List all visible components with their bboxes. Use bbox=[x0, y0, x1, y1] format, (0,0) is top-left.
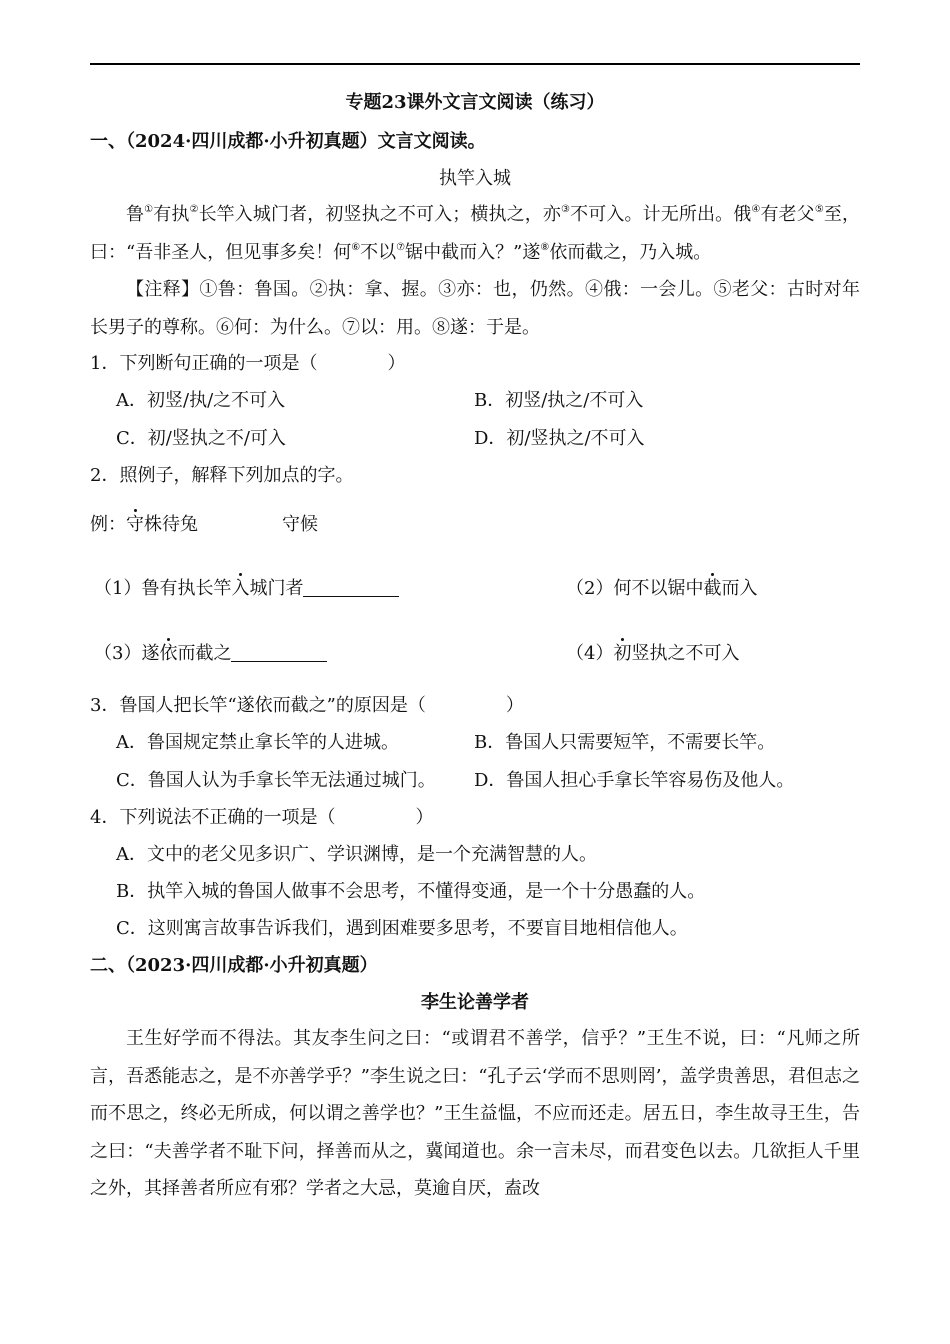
q1-option-d[interactable]: D．初/竖执之/不可入 bbox=[474, 428, 645, 449]
q1-option-b[interactable]: B．初竖/执之/不可入 bbox=[474, 390, 644, 411]
q2-example: 例：守株待兔 bbox=[90, 514, 198, 535]
q2-item-2: （2）何不以锯中截而入 bbox=[566, 578, 758, 599]
q1-option-c[interactable]: C．初/竖执之不/可入 bbox=[116, 428, 286, 449]
passage2-title: 李生论善学者 bbox=[421, 992, 529, 1013]
passage1-text: 鲁①有执②长竿入城门者，初竖执之不可入；横执之，亦③不可入。计无所出。俄④有老父⑤至，曰：“吾非圣人，但见事多矣！何⑥不以⑦锯中截而入？”遂⑧依而截之，乃入城。 bbox=[90, 204, 861, 263]
q2-example-answer: 守候 bbox=[282, 514, 318, 535]
q3-option-c[interactable]: C．鲁国人认为手拿长竿无法通过城门。 bbox=[116, 770, 436, 791]
header-rule bbox=[90, 63, 860, 65]
section1-heading: 一、（2024·四川成都·小升初真题）文言文阅读。 bbox=[90, 131, 486, 152]
passage1-title: 执竿入城 bbox=[439, 168, 511, 189]
q3-stem: 3．鲁国人把长竿“遂依而截之”的原因是（ ） bbox=[90, 695, 524, 716]
q4-option-a[interactable]: A．文中的老父见多识广、学识渊博，是一个充满智慧的人。 bbox=[116, 844, 597, 865]
q3-option-d[interactable]: D．鲁国人担心手拿长竿容易伤及他人。 bbox=[474, 770, 795, 791]
answer-blank-3[interactable] bbox=[231, 643, 327, 662]
page-title: 专题23课外文言文阅读（练习） bbox=[345, 92, 605, 113]
q4-stem: 4．下列说法不正确的一项是（ ） bbox=[90, 807, 434, 828]
q2-item-3: （3）遂依而截之 bbox=[94, 642, 327, 666]
q2-item-1: （1）鲁有执长竿入城门者 bbox=[94, 577, 399, 601]
q3-option-b[interactable]: B．鲁国人只需要短竿，不需要长竿。 bbox=[474, 732, 776, 753]
passage2-text: 王生好学而不得法。其友李生问之曰：“或谓君不善学，信乎？”王生不说，曰：“凡师之所言，吾悉能志之，是不亦善学乎？”李生说之曰：“孔子云‘学而不思则罔’，盖学贵善思，君但志之而不思之，终必无所成，何以谓之善学也？”王生益愠，不应而还走。居五日，李生故寻王生，告之曰：“夫善学者不耻下问，择善而从之，冀闻道也。余一言未尽，而君变色以去。几欲拒人千里之外，其择善者所应有邪？学者之大忌，莫逾自厌，盍改 bbox=[90, 1028, 860, 1199]
q4-option-c[interactable]: C．这则寓言故事告诉我们，遇到困难要多思考，不要盲目地相信他人。 bbox=[116, 918, 688, 939]
passage1-notes: 【注释】①鲁：鲁国。②执：拿、握。③亦：也，仍然。④俄：一会儿。⑤老父：古时对年长男子的尊称。⑥何：为什么。⑦以：用。⑧遂：于是。 bbox=[90, 279, 860, 338]
section2-heading: 二、（2023·四川成都·小升初真题） bbox=[90, 955, 378, 976]
q2-item-4: （4）初竖执之不可入 bbox=[566, 643, 740, 664]
q1-option-a[interactable]: A．初竖/执/之不可入 bbox=[116, 390, 286, 411]
q2-stem: 2．照例子，解释下列加点的字。 bbox=[90, 465, 354, 486]
q4-option-b[interactable]: B．执竿入城的鲁国人做事不会思考，不懂得变通，是一个十分愚蠢的人。 bbox=[116, 881, 706, 902]
answer-blank-1[interactable] bbox=[303, 578, 399, 597]
q3-option-a[interactable]: A．鲁国规定禁止拿长竿的人进城。 bbox=[116, 732, 399, 753]
q1-stem: 1．下列断句正确的一项是（ ） bbox=[90, 353, 406, 374]
